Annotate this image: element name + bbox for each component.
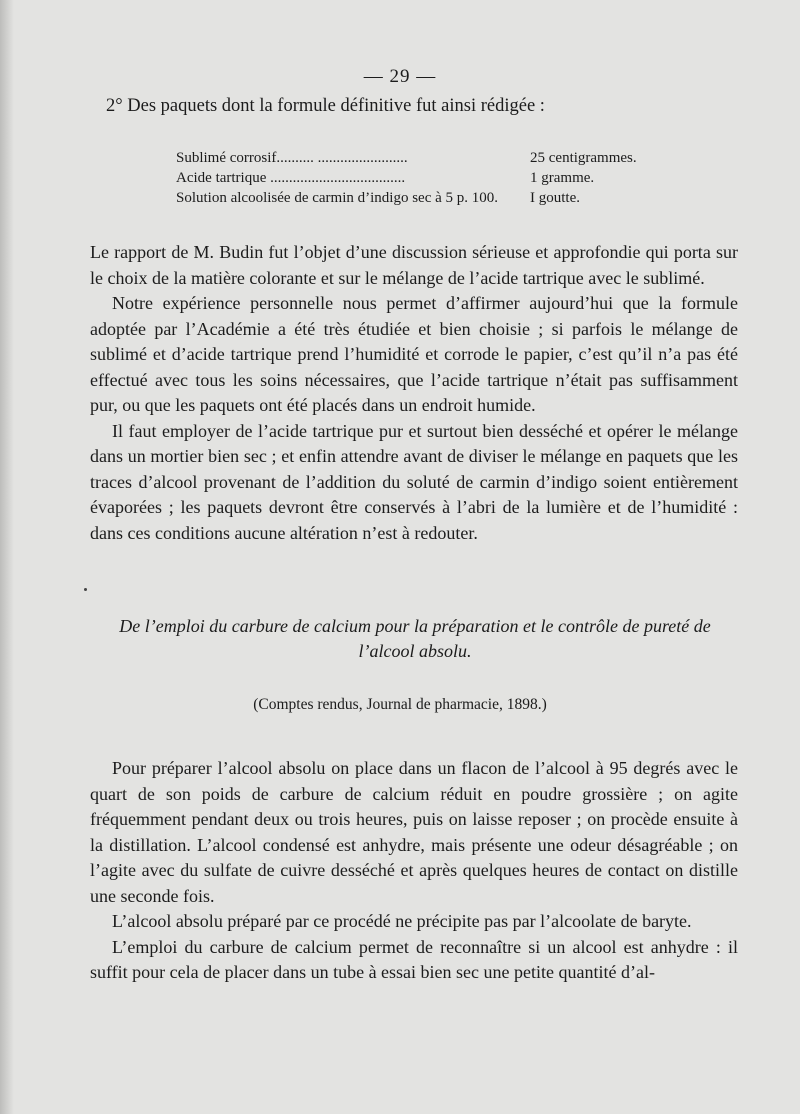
ink-dot xyxy=(84,588,87,591)
formula-ingredient: Acide tartrique .................................... xyxy=(176,170,406,186)
formula-row xyxy=(176,188,637,208)
source-citation: (Comptes rendus, Journal de pharmacie, 1898.) xyxy=(253,696,547,713)
formula-row xyxy=(176,168,637,188)
formula-ingredient: Sublimé corrosif.......... ........................ xyxy=(176,150,408,166)
formula-ingredient: Solution alcoolisée de carmin d’indigo sec à 5 p. 100. xyxy=(176,190,499,206)
body-text-block-2 xyxy=(90,756,738,986)
formula-quantity: 25 centigrammes. xyxy=(530,150,637,166)
formula-table xyxy=(176,148,637,208)
formula-quantity: 1 gramme. xyxy=(530,170,595,186)
paragraph: L’emploi du carbure de calcium permet de reconnaître si un alcool est anhydre : il suffit pour cela de placer dans un tube à essai bien sec une petite quantité d’al- xyxy=(90,936,738,982)
page-edge-shadow xyxy=(0,0,14,1114)
paragraph: Le rapport de M. Budin fut l’objet d’une discussion sérieuse et approfondie qui porta sur le choix de la matière colorante et sur le mélange de l’acide tartrique avec le sublimé. xyxy=(90,242,738,288)
paragraph: L’alcool absolu préparé par ce procédé ne précipite pas par l’alcoolate de baryte. xyxy=(112,911,692,931)
formula-quantity: I goutte. xyxy=(530,190,580,206)
body-text-block-1 xyxy=(90,240,738,546)
section-title: De l’emploi du carbure de calcium pour la préparation et le contrôle de pureté de l’alcool absolu. xyxy=(119,616,711,661)
intro-line: 2° Des paquets dont la formule définitive fut ainsi rédigée : xyxy=(106,96,545,116)
page-number: — 29 — xyxy=(363,66,437,87)
formula-row xyxy=(176,148,637,168)
paragraph: Notre expérience personnelle nous permet d’affirmer aujourd’hui que la formule adoptée par l’Académie a été très étudiée et bien choisie ; si parfois le mélange de sublimé et d’acide tartrique prend l’humidité et corrode le papier, c’est qu’il n’a pas été effectué avec tous les soins nécessaires, que l’acide tartrique n’était pas suffisamment pur, ou que les paquets ont été placés dans un endroit humide. xyxy=(90,293,738,415)
paragraph: Il faut employer de l’acide tartrique pur et surtout bien desséché et opérer le mélange dans un mortier bien sec ; et enfin attendre avant de diviser le mélange en paquets que les traces d’alcool provenant de l’addition du soluté de carmin d’indigo soient entièrement évaporées ; les paquets devront être conservés à l’abri de la lumière et de l’humidité : dans ces conditions aucune altération n’est à redouter. xyxy=(90,420,738,543)
paragraph: Pour préparer l’alcool absolu on place dans un flacon de l’alcool à 95 degrés avec le quart de son poids de carbure de calcium réduit en poudre grossière ; on agite fréquemment pendant deux ou trois heures, puis on laisse reposer ; on procède ensuite à la distillation. L’alcool condensé est anhydre, mais présente une odeur désagréable ; on l’agite avec du sulfate de cuivre desséché et après quelques heures de contact on distille une seconde fois. xyxy=(90,758,738,906)
